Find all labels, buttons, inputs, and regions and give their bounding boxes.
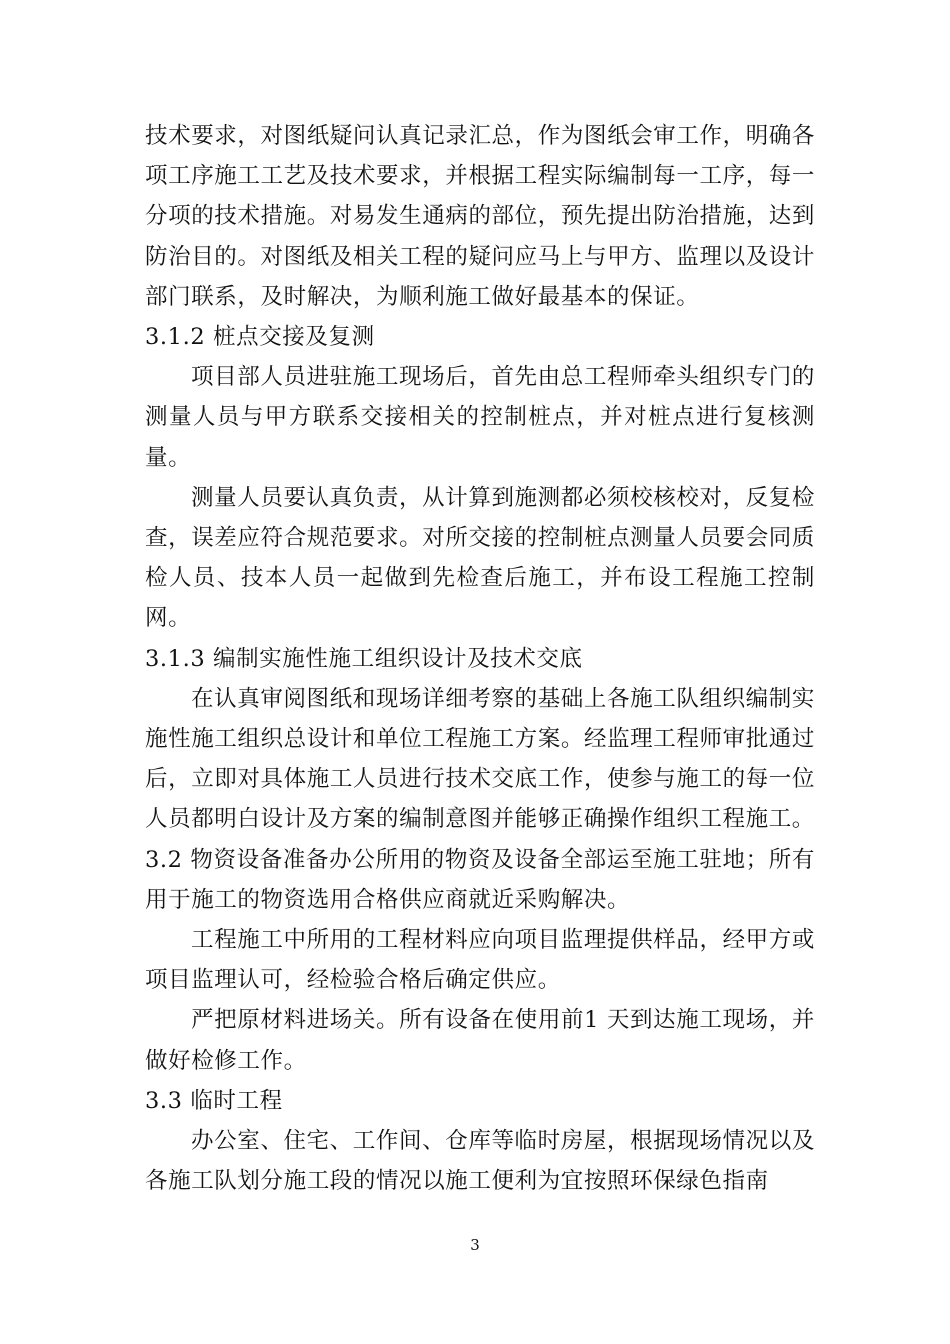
paragraph: 办公室、住宅、工作间、仓库等临时房屋，根据现场情况以及各施工队划分施工段的情况以施工便利为宜按照环保绿色指南 (145, 1128, 815, 1195)
paragraph: 工程施工中所用的工程材料应向项目监理提供样品，经甲方或项目监理认可，经检验合格后确定供应。 (145, 927, 815, 994)
paragraph: 在认真审阅图纸和现场详细考察的基础上各施工队组织编制实施性施工组织总设计和单位工程施工方案。经监理工程师审批通过后，立即对具体施工人员进行技术交底工作，使参与施工的每一位人员都明白设计及方案的编制意图并能够正确操作组织工程施工。 (145, 685, 815, 833)
section-heading-3-1-2: 3.1.2 桩点交接及复测 (145, 324, 375, 351)
section-heading-3-3: 3.3 临时工程 (145, 1087, 283, 1114)
paragraph: 项目部人员进驻施工现场后，首先由总工程师牵头组织专门的测量人员与甲方联系交接相关的控制桩点，并对桩点进行复核测量。 (145, 364, 815, 471)
paragraph-continued: 技术要求，对图纸疑问认真记录汇总，作为图纸会审工作，明确各项工序施工工艺及技术要求，并根据工程实际编制每一工序，每一分项的技术措施。对易发生通病的部位，预先提出防治措施，达到防治目的。对图纸及相关工程的疑问应马上与甲方、监理以及设计部门联系，及时解决，为顺利施工做好最基本的保证。 (145, 123, 815, 310)
body-text (145, 116, 815, 1201)
page-number: 3 (470, 1236, 480, 1254)
section-heading-3-1-3: 3.1.3 编制实施性施工组织设计及技术交底 (145, 645, 583, 672)
paragraph: 严把原材料进场关。所有设备在使用前1 天到达施工现场，并做好检修工作。 (145, 1007, 815, 1074)
paragraph: 测量人员要认真负责，从计算到施测都必须校核校对，反复检查，误差应符合规范要求。对所交接的控制桩点测量人员要会同质检人员、技本人员一起做到先检查后施工，并布设工程施工控制网。 (145, 484, 815, 632)
section-heading-3-2: 3.2 物资设备准备办公所用的物资及设备全部运至施工驻地；所有用于施工的物资选用合格供应商就近采购解决。 (145, 846, 815, 913)
